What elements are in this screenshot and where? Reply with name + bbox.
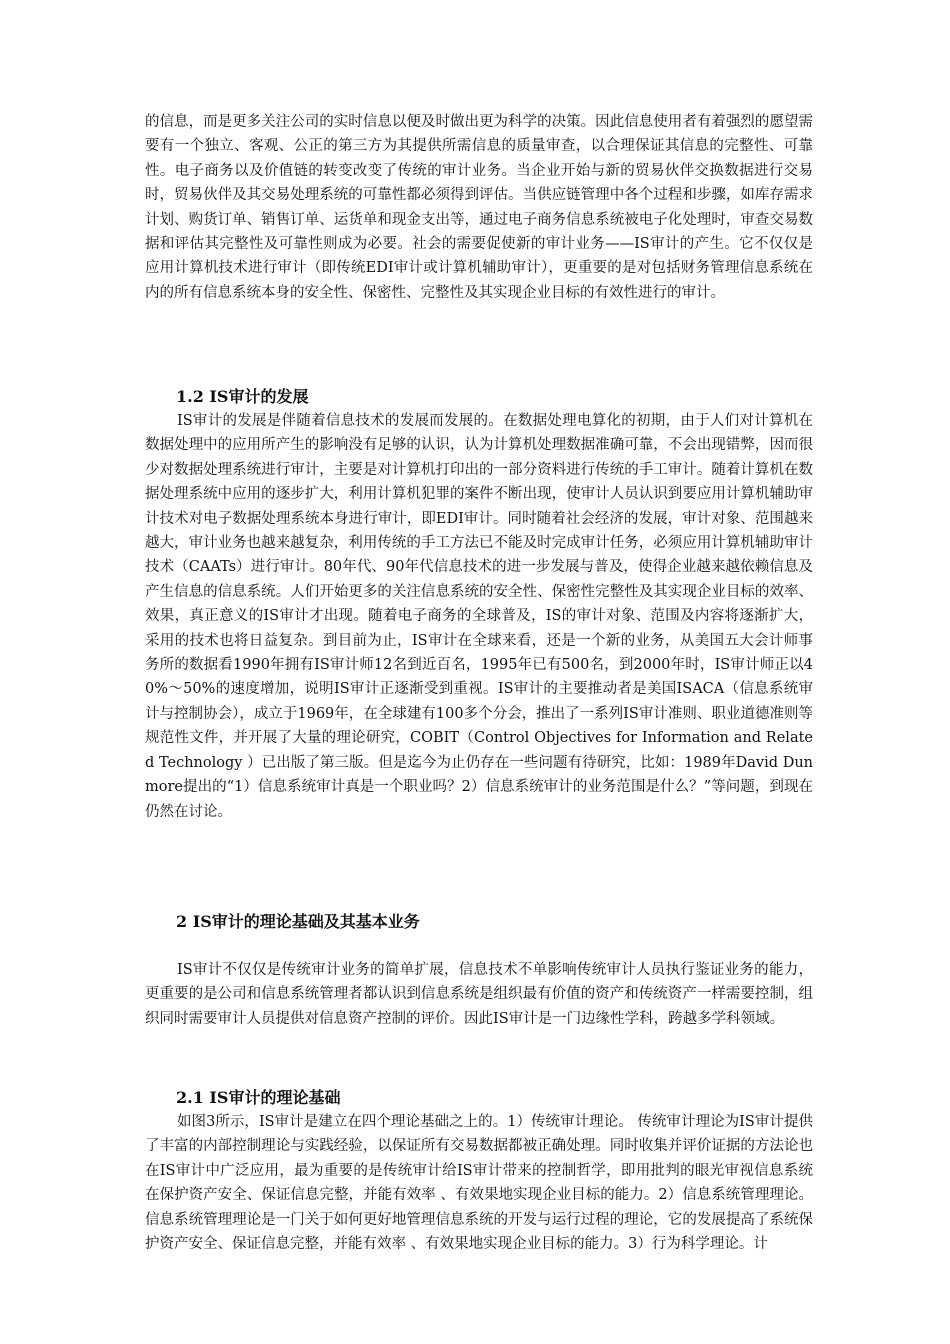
section-heading-2: 2 IS审计的理论基础及其基本业务 [176,912,420,931]
paragraph-is-audit-development-block [145,409,813,824]
paragraph-theory-basis-block [145,1110,813,1256]
paragraph-is-audit-development: IS审计的发展是伴随着信息技术的发展而发展的。在数据处理电算化的初期，由于人们对计算机在数据处理中的应用所产生的影响没有足够的认识，认为计算机处理数据准确可靠，不会出现错弊，因而很少对数据处理系统进行审计，主要是对计算机打印出的一部分资料进行传统的手工审计。随着计算机在数据处理系统中应用的逐步扩大，利用计算机犯罪的案件不断出现，使审计人员认识到要应用计算机辅助审计技术对电子数据处理系统本身进行审计，即EDI审计。同时随着社会经济的发展，审计对象、范围越来越大，审计业务也越来越复杂，利用传统的手工方法已不能及时完成审计任务，必须应用计算机辅助审计技术（CAATs）进行审计。80年代、90年代信息技术的进一步发展与普及，使得企业越来越依赖信息及产生信息的信息系统。人们开始更多的关注信息系统的安全性、保密性完整性及其实现企业目标的效率、效果，真正意义的IS审计才出现。随着电子商务的全球普及，IS的审计对象、范围及内容将逐渐扩大，采用的技术也将日益复杂。到目前为止，IS审计在全球来看，还是一个新的业务，从美国五大会计师事务所的数据看1990年拥有IS审计师12名到近百名，1995年已有500名，到2000年时，IS审计师正以40%～50%的速度增加，说明IS审计正逐渐受到重视。IS审计的主要推动者是美国ISACA（信息系统审计与控制协会），成立于1969年，在全球建有100多个分会，推出了一系列IS审计准则、职业道德准则等规范性文件，并开展了大量的理论研究，COBIT（Control Objectives for Information and Related Technology ）已出版了第三版。但是迄今为止仍存在一些问题有待研究，比如：1989年David Dunmore提出的“1）信息系统审计真是一个职业吗？2）信息系统审计的业务范围是什么？”等问题，到现在仍然在讨论。 [145,413,813,820]
section-heading-2-1: 2.1 IS审计的理论基础 [176,1088,341,1107]
paragraph-intro: 的信息，而是更多关注公司的实时信息以便及时做出更为科学的决策。因此信息使用者有着强烈的愿望需要有一个独立、客观、公正的第三方为其提供所需信息的质量审查，以合理保证其信息的完整性、可靠性。电子商务以及价值链的转变改变了传统的审计业务。当企业开始与新的贸易伙伴交换数据进行交易时，贸易伙伴及其交易处理系统的可靠性都必须得到评估。当供应链管理中各个过程和步骤，如库存需求计划、购货订单、销售订单、运货单和现金支出等，通过电子商务信息系统被电子化处理时，审查交易数据和评估其完整性及可靠性则成为必要。社会的需要促使新的审计业务——IS审计的产生。它不仅仅是应用计算机技术进行审计（即传统EDI审计或计算机辅助审计），更重要的是对包括财务管理信息系统在内的所有信息系统本身的安全性、保密性、完整性及其实现企业目标的有效性进行的审计。 [145,114,813,301]
paragraph-is-audit-scope: IS审计不仅仅是传统审计业务的简单扩展，信息技术不单影响传统审计人员执行鉴证业务的能力，更重要的是公司和信息系统管理者都认识到信息系统是组织最有价值的资产和传统资产一样需要控制，组织同时需要审计人员提供对信息资产控制的评价。因此IS审计是一门边缘性学科，跨越多学科领域。 [145,962,813,1027]
paragraph-is-audit-scope-block [145,958,813,1031]
paragraph-intro-block [145,110,813,305]
section-heading-1-2: 1.2 IS审计的发展 [176,387,309,406]
paragraph-theory-basis: 如图3所示，IS审计是建立在四个理论基础之上的。1）传统审计理论。 传统审计理论为IS审计提供了丰富的内部控制理论与实践经验，以保证所有交易数据都被正确处理。同时收集并评价证据的方法论也在IS审计中广泛应用，最为重要的是传统审计给IS审计带来的控制哲学，即用批判的眼光审视信息系统在保护资产安全、保证信息完整，并能有效率 、有效果地实现企业目标的能力。2）信息系统管理理论。 信息系统管理理论是一门关于如何更好地管理信息系统的开发与运行过程的理论，它的发展提高了系统保护资产安全、保证信息完整，并能有效率 、有效果地实现企业目标的能力。3）行为科学理论。计 [145,1114,813,1253]
